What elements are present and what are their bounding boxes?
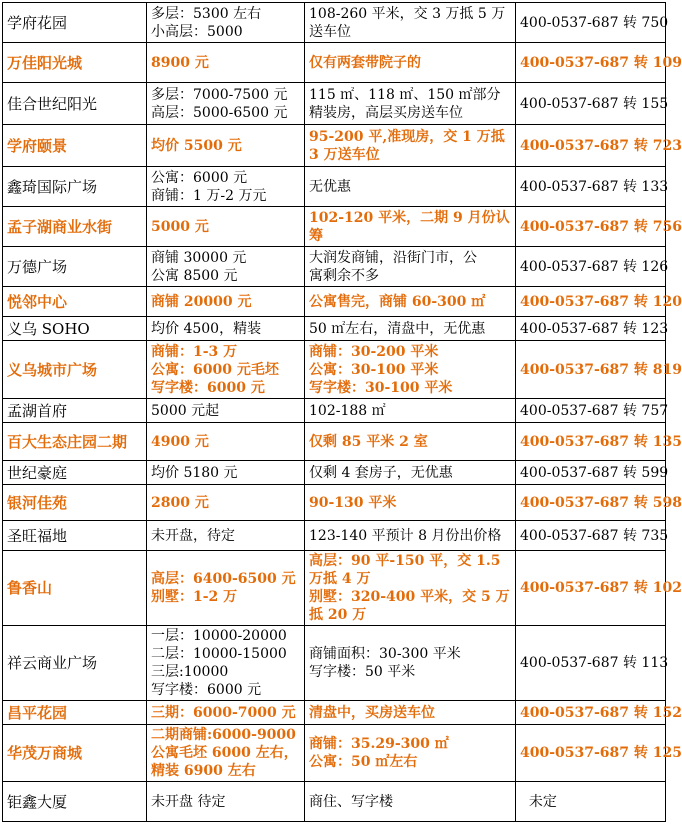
price-cell: [147, 782, 305, 822]
table-row: [3, 83, 666, 125]
price-line: 多层：7000-7500 元: [151, 86, 288, 103]
project-name-cell: 孟子湖商业水街: [3, 207, 147, 247]
price-line: 多层：5300 左右: [151, 5, 262, 22]
phone-cell: 400-0537-687 转 123: [516, 317, 666, 341]
price-line: 写字楼：6000 元: [151, 379, 265, 396]
table-row: [3, 247, 666, 287]
note-line: 仅有两套带院子的: [309, 54, 421, 71]
price-line: 公寓：6000 元毛坯: [151, 361, 279, 378]
phone-cell: 400-0537-687 转 750: [516, 3, 666, 43]
price-cell: [147, 43, 305, 83]
note-line: 商铺面积：30-300 平米: [309, 646, 461, 662]
phone-cell: 400-0537-687 转 598: [516, 485, 666, 521]
price-cell: [147, 247, 305, 287]
project-name-cell: 钜鑫大厦: [3, 782, 147, 822]
phone-cell: 未定: [516, 782, 666, 822]
phone-cell: 400-0537-687 转 135: [516, 423, 666, 461]
note-cell: [305, 83, 516, 125]
table-row: [3, 207, 666, 247]
phone-cell: 400-0537-687 转 109: [516, 43, 666, 83]
note-line: 123-140 平预计 8 月份出价格: [309, 527, 502, 544]
project-name-cell: 义乌 SOHO: [3, 317, 147, 341]
price-line: 公寓毛坯 6000 左右，: [151, 745, 298, 761]
note-line: 商铺：35.29-300 ㎡: [309, 736, 449, 752]
price-line: 商铺：1-3 万: [151, 343, 238, 360]
table-row: [3, 125, 666, 167]
price-cell: [147, 341, 305, 399]
phone-cell: 400-0537-687 转 126: [516, 247, 666, 287]
price-line: 未开盘，待定: [151, 527, 235, 544]
table-row: [3, 3, 666, 43]
phone-cell: 400-0537-687 转 155: [516, 83, 666, 125]
note-line: 写字楼：50 平米: [309, 664, 416, 680]
price-cell: [147, 125, 305, 167]
phone-cell: 400-0537-687 转 113: [516, 626, 666, 701]
table-row: [3, 626, 666, 701]
project-name-cell: 义乌城市广场: [3, 341, 147, 399]
table-row: [3, 317, 666, 341]
note-cell: [305, 287, 516, 317]
phone-cell: 400-0537-687 转 152: [516, 701, 666, 725]
note-line: 大润发商铺，沿街门市，公: [309, 249, 477, 266]
note-line: 仅剩 85 平米 2 室: [309, 433, 428, 450]
project-name-cell: 佳合世纪阳光: [3, 83, 147, 125]
note-line: 90-130 平米: [309, 494, 397, 511]
property-price-table: [2, 2, 682, 822]
project-name-cell: 孟湖首府: [3, 399, 147, 423]
phone-cell: 400-0537-687 转 102: [516, 551, 666, 626]
table-row: [3, 701, 666, 725]
price-cell: [147, 701, 305, 725]
price-line: 均价 5500 元: [151, 137, 242, 154]
table-row: [3, 167, 666, 207]
table-row: [3, 521, 666, 551]
note-line: 95-200 平,准现房，交 1 万抵: [309, 128, 505, 145]
project-name-cell: 圣旺福地: [3, 521, 147, 551]
project-name-cell: 百大生态庄园二期: [3, 423, 147, 461]
price-cell: [147, 317, 305, 341]
note-cell: [305, 626, 516, 701]
price-cell: [147, 423, 305, 461]
note-cell: [305, 461, 516, 485]
note-line: 50 ㎡左右，清盘中，无优惠: [309, 320, 486, 337]
price-line: 未开盘 待定: [151, 793, 226, 810]
price-line: 均价 4500，精装: [151, 320, 262, 337]
note-line: 无优惠: [309, 178, 351, 195]
note-cell: [305, 701, 516, 725]
project-name-cell: 万佳阳光城: [3, 43, 147, 83]
phone-cell: 400-0537-687 转 599: [516, 461, 666, 485]
note-cell: [305, 43, 516, 83]
price-cell: [147, 207, 305, 247]
note-line: 115 ㎡、118 ㎡、150 ㎡部分: [309, 86, 501, 103]
note-cell: [305, 423, 516, 461]
note-line: 送车位: [309, 23, 351, 40]
project-name-cell: 悦邻中心: [3, 287, 147, 317]
note-line: 102-188 ㎡: [309, 402, 386, 419]
price-cell: [147, 461, 305, 485]
price-line: 高层：5000-6500 元: [151, 104, 288, 121]
note-cell: [305, 317, 516, 341]
phone-cell: 400-0537-687 转 756: [516, 207, 666, 247]
price-cell: [147, 551, 305, 626]
price-cell: [147, 626, 305, 701]
project-name-cell: 万德广场: [3, 247, 147, 287]
price-line: 商铺：1 万-2 万元: [151, 187, 267, 204]
project-name-cell: 世纪豪庭: [3, 461, 147, 485]
note-line: 高层：90 平-150 平，交 1.5: [309, 553, 501, 569]
note-cell: [305, 551, 516, 626]
note-cell: [305, 341, 516, 399]
note-cell: [305, 521, 516, 551]
project-name-cell: 银河佳苑: [3, 485, 147, 521]
note-cell: [305, 167, 516, 207]
note-line: 公寓售完，商铺 60-300 ㎡: [309, 293, 486, 310]
table-body: [3, 3, 682, 822]
price-line: 8900 元: [151, 54, 209, 71]
price-cell: [147, 287, 305, 317]
note-line: 公寓：30-100 平米: [309, 361, 439, 378]
phone-cell: 400-0537-687 转 120: [516, 287, 666, 317]
note-line: 写字楼：30-100 平米: [309, 379, 453, 396]
price-line: 4900 元: [151, 433, 209, 450]
price-line: 商铺 30000 元: [151, 249, 247, 266]
price-line: 商铺 20000 元: [151, 293, 252, 310]
price-line: 三层:10000: [151, 664, 229, 680]
price-line: 三期：6000-7000 元: [151, 704, 296, 721]
table-row: [3, 485, 666, 521]
project-name-cell: 华茂万商城: [3, 725, 147, 782]
table-row: [3, 341, 666, 399]
note-cell: [305, 207, 516, 247]
table-row: [3, 287, 666, 317]
table-row: [3, 399, 666, 423]
note-line: 商铺：30-200 平米: [309, 343, 439, 360]
price-cell: [147, 725, 305, 782]
price-line: 高层：6400-6500 元: [151, 571, 296, 587]
note-cell: [305, 3, 516, 43]
price-line: 一层：10000-20000: [151, 628, 287, 644]
phone-cell: 400-0537-687 转 133: [516, 167, 666, 207]
table-row: [3, 461, 666, 485]
price-line: 公寓：6000 元: [151, 169, 248, 186]
price-line: 均价 5180 元: [151, 464, 238, 481]
note-cell: [305, 485, 516, 521]
note-cell: [305, 782, 516, 822]
note-line: 筹: [309, 227, 323, 244]
note-line: 仅剩 4 套房子，无优惠: [309, 464, 453, 481]
note-line: 3 万送车位: [309, 146, 380, 163]
note-line: 公寓：50 ㎡左右: [309, 754, 418, 770]
price-line: 二期商铺:6000-9000: [151, 727, 296, 743]
project-name-cell: 鲁香山: [3, 551, 147, 626]
note-cell: [305, 725, 516, 782]
note-cell: [305, 399, 516, 423]
note-line: 108-260 平米，交 3 万抵 5 万: [309, 5, 506, 22]
phone-cell: 400-0537-687 转 723: [516, 125, 666, 167]
project-name-cell: 学府颐景: [3, 125, 147, 167]
table-row: [3, 725, 666, 782]
price-line: 写字楼：6000 元: [151, 682, 262, 698]
note-cell: [305, 247, 516, 287]
note-line: 抵 20 万: [309, 607, 367, 623]
table-row: [3, 423, 666, 461]
price-cell: [147, 521, 305, 551]
price-cell: [147, 3, 305, 43]
price-line: 2800 元: [151, 494, 209, 511]
phone-cell: 400-0537-687 转 735: [516, 521, 666, 551]
table-row: [3, 782, 666, 822]
price-line: 精装 6900 左右: [151, 763, 256, 779]
price-line: 公寓 8500 元: [151, 267, 238, 284]
price-line: 5000 元起: [151, 402, 220, 419]
project-name-cell: 学府花园: [3, 3, 147, 43]
phone-cell: 400-0537-687 转 757: [516, 399, 666, 423]
table-row: [3, 551, 666, 626]
note-line: 商住、写字楼: [309, 793, 393, 810]
note-line: 寓剩余不多: [309, 267, 379, 284]
price-line: 5000 元: [151, 218, 209, 235]
note-cell: [305, 125, 516, 167]
price-cell: [147, 399, 305, 423]
project-name-cell: 祥云商业广场: [3, 626, 147, 701]
note-line: 精装房，高层买房送车位: [309, 104, 463, 121]
note-line: 清盘中，买房送车位: [309, 704, 435, 721]
price-line: 别墅：1-2 万: [151, 589, 238, 605]
price-cell: [147, 485, 305, 521]
price-cell: [147, 167, 305, 207]
project-name-cell: 鑫琦国际广场: [3, 167, 147, 207]
note-line: 102-120 平米，二期 9 月份认: [309, 209, 510, 226]
price-cell: [147, 83, 305, 125]
note-line: 万抵 4 万: [309, 571, 371, 587]
phone-cell: 400-0537-687 转 819: [516, 341, 666, 399]
phone-cell: 400-0537-687 转 125: [516, 725, 666, 782]
price-line: 二层：10000-15000: [151, 646, 287, 662]
note-line: 别墅：320-400 平米，交 5 万: [309, 589, 510, 605]
price-line: 小高层：5000: [151, 23, 243, 40]
project-name-cell: 昌平花园: [3, 701, 147, 725]
table-row: [3, 43, 666, 83]
